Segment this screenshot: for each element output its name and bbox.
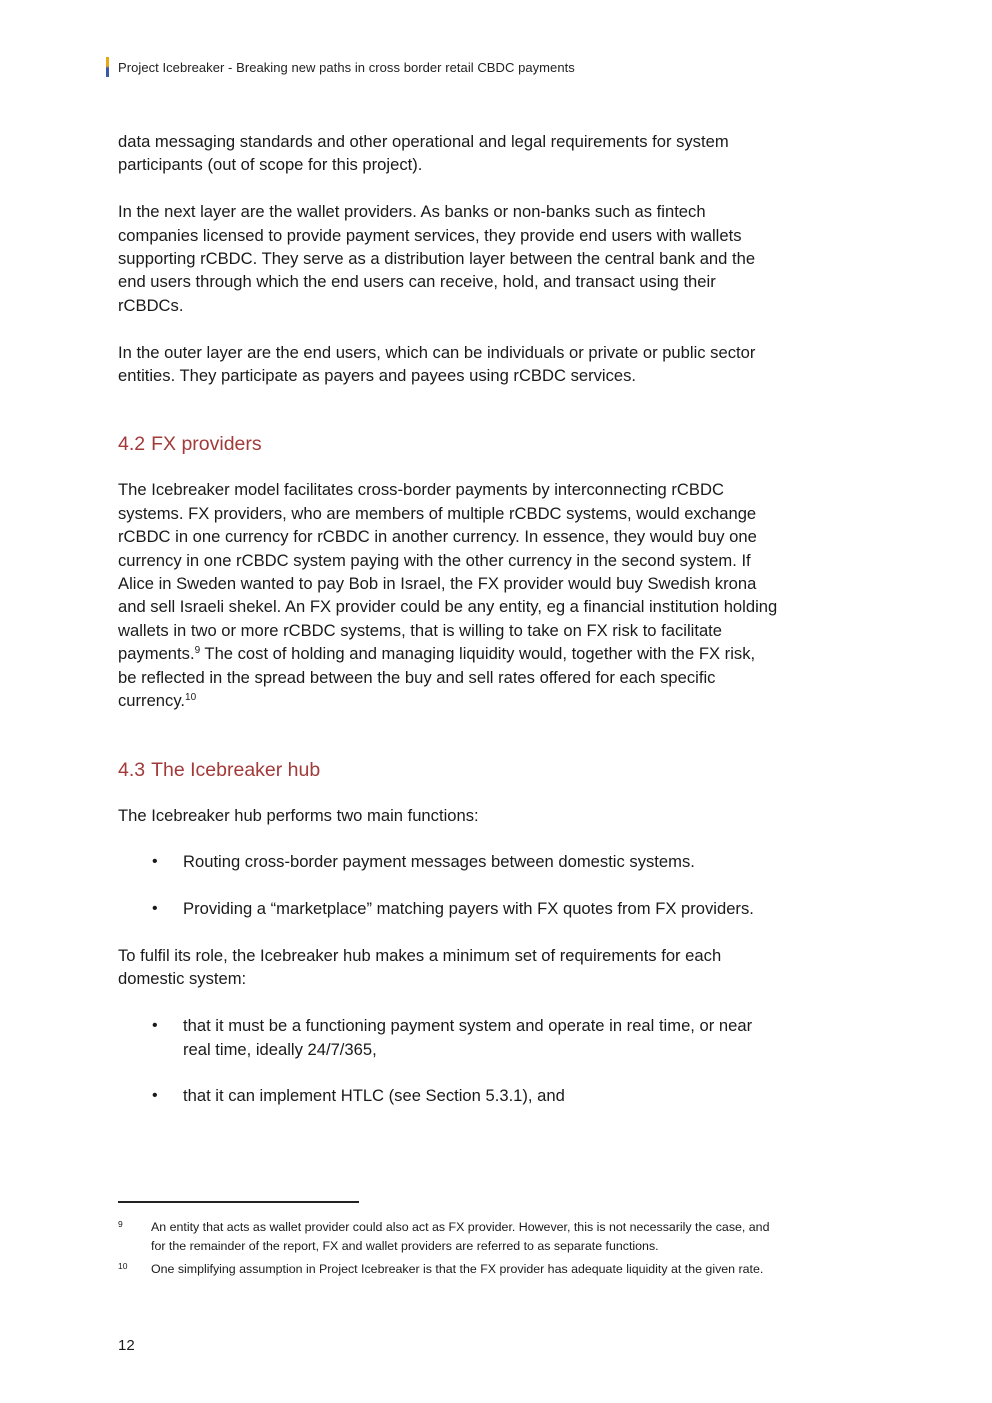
running-header — [106, 57, 575, 77]
bullet-icon: • — [152, 1017, 158, 1035]
paragraph-text: The cost of holding and managing liquidity would, together with the FX risk, be reflected in the spread between the buy and sell rates offered for each specific currency. — [118, 644, 756, 711]
list-item-text: Routing cross-border payment messages between domestic systems. — [183, 852, 695, 872]
footnote-text: One simplifying assumption in Project Icebreaker is that the FX provider has adequate liquidity at the given rate. — [151, 1262, 764, 1276]
footnote — [118, 1260, 778, 1279]
footnote-text: An entity that acts as wallet provider could also act as FX provider. However, this is not necessarily the case, and for the remainder of the report, FX and wallet providers are referred to as separate functions. — [151, 1220, 770, 1253]
section-title: FX providers — [151, 433, 262, 456]
bullet-icon: • — [152, 853, 158, 871]
section-heading-icebreaker-hub — [118, 757, 778, 783]
list-item — [118, 1084, 778, 1107]
section-heading-fx-providers — [118, 431, 778, 457]
list-item — [118, 897, 778, 920]
footnote-ref[interactable]: 9 — [194, 645, 201, 657]
footnote-number: 10 — [118, 1261, 128, 1271]
section-title: The Icebreaker hub — [151, 758, 321, 781]
section-number: 4.2 — [118, 433, 146, 456]
paragraph-fx-providers — [118, 478, 778, 712]
header-accent-bar — [106, 57, 109, 77]
bullet-icon: • — [152, 1087, 158, 1105]
paragraph-hub-intro: The Icebreaker hub performs two main functions: — [118, 805, 479, 825]
hub-functions-list — [118, 850, 778, 920]
footnote-number: 9 — [118, 1219, 123, 1229]
list-item-text: that it can implement HTLC (see Section 5.3.1), and — [183, 1086, 565, 1106]
paragraph-requirements-intro: To fulfil its role, the Icebreaker hub makes a minimum set of requirements for each domestic system: — [118, 945, 722, 989]
requirements-list — [118, 1014, 778, 1108]
footnote — [118, 1218, 778, 1255]
paragraph-text: The Icebreaker model facilitates cross-border payments by interconnecting rCBDC systems. FX providers, who are members of multiple rCBDC systems, would exchange rCBDC in one currency for rCBDC in another currency. In essence, they would buy one currency in one rCBDC system paying with the other currency in the second system. If Alice in Sweden wanted to pay Bob in Israel, the FX provider would buy Swedish krona and sell Israeli shekel. An FX provider could be any entity, eg a financial institution holding wallets in two or more rCBDC systems, that is willing to take on FX risk to facilitate payments. — [118, 480, 778, 664]
paragraph-wallet-providers: In the next layer are the wallet providers. As banks or non-banks such as fintech companies licensed to provide payment services, they provide end users with wallets supporting rCBDC. They serve as a distribution layer between the central bank and the end users through which the end users can receive, hold, and transact using their rCBDCs. — [118, 202, 756, 315]
section-number: 4.3 — [118, 758, 146, 781]
header-title: Project Icebreaker - Breaking new paths in cross border retail CBDC payments — [118, 59, 575, 75]
paragraph-data-messaging: data messaging standards and other operational and legal requirements for system participants (out of scope for this project). — [118, 132, 729, 175]
list-item-text: that it must be a functioning payment system and operate in real time, or near real time, ideally 24/7/365, — [183, 1016, 753, 1059]
list-item-text: Providing a “marketplace” matching payers with FX quotes from FX providers. — [183, 899, 754, 919]
list-item — [118, 1014, 778, 1061]
footnote-ref[interactable]: 10 — [185, 692, 197, 704]
page-number: 12 — [118, 1337, 135, 1354]
paragraph-end-users: In the outer layer are the end users, which can be individuals or private or public sector entities. They participate as payers and payees using rCBDC services. — [118, 342, 756, 386]
footnotes — [118, 1218, 778, 1284]
footnote-separator — [118, 1201, 359, 1203]
list-item — [118, 850, 778, 873]
bullet-icon: • — [152, 900, 158, 918]
main-content — [118, 130, 778, 1131]
